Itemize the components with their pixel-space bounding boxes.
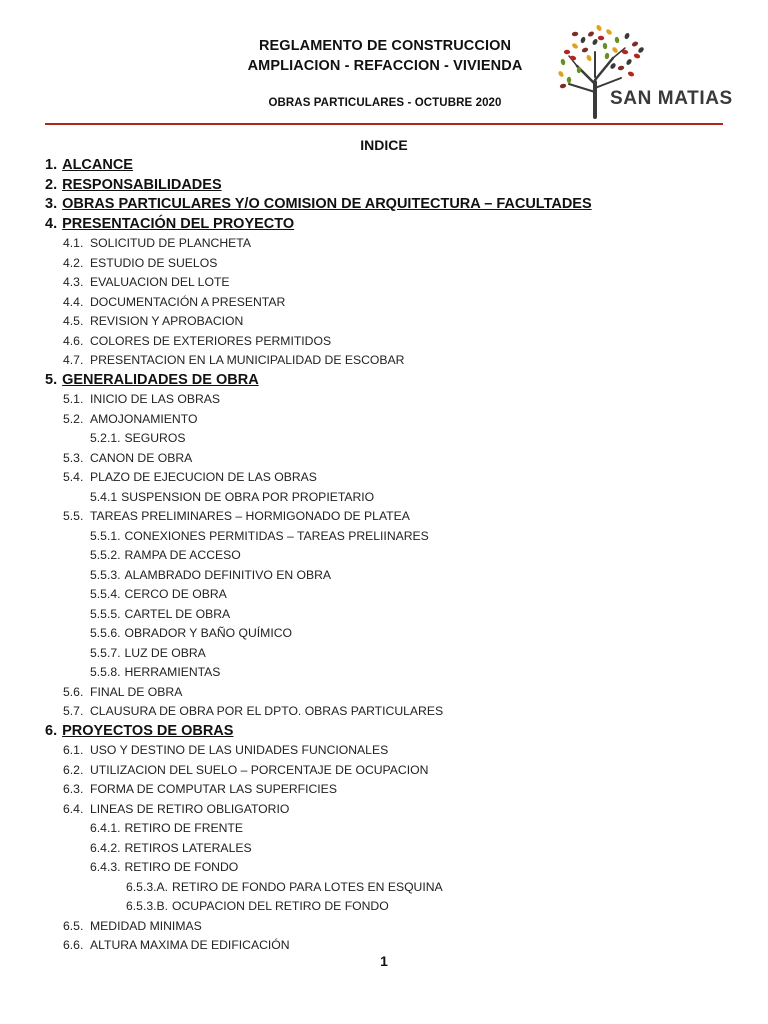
toc-item-number: 5.5.3. (90, 567, 121, 582)
logo-leaf (581, 47, 589, 53)
toc-item (0, 293, 768, 313)
toc-item (0, 234, 768, 254)
toc-item-label: ALCANCE (62, 157, 133, 173)
toc-item-label: ALTURA MAXIMA DE EDIFICACIÓN (90, 938, 290, 952)
toc-item-number: 5.2. (63, 411, 84, 426)
toc-item-number: 4.3. (63, 275, 84, 289)
toc-item (0, 254, 768, 274)
logo-leaf (637, 46, 645, 54)
toc-item-number: 3. (45, 196, 58, 212)
toc-item-number: 6.3. (63, 782, 84, 796)
toc-item (0, 527, 768, 547)
document-title-line2: AMPLIACION - REFACCION - VIVIENDA (247, 58, 523, 74)
logo-leaf (587, 30, 595, 37)
toc-item-label: PRESENTACIÓN DEL PROYECTO (62, 215, 295, 232)
toc-item-label: FORMA DE COMPUTAR LAS SUPERFICIES (90, 782, 337, 796)
toc-item-label: RETIROS LATERALES (124, 840, 252, 855)
toc-item-label: MEDIDAD MINIMAS (90, 918, 202, 933)
toc-item-label: FINAL DE OBRA (90, 684, 183, 699)
toc-item-number: 5.5.7. (90, 645, 121, 660)
toc-item-number: 4.5. (63, 314, 84, 328)
toc-item-label: SEGUROS (124, 431, 186, 445)
toc-item (0, 741, 768, 761)
toc-item-label: USO Y DESTINO DE LAS UNIDADES FUNCIONALES (90, 743, 389, 757)
toc-item (0, 878, 768, 898)
toc-item (0, 722, 768, 742)
toc-item-number: 6.5.3.B. (126, 899, 169, 913)
toc-item (0, 780, 768, 800)
toc-item (0, 449, 768, 469)
toc-item-label: CANON DE OBRA (90, 450, 193, 465)
toc-item-number: 6.5. (63, 918, 84, 933)
toc-item (0, 468, 768, 488)
toc-item (0, 312, 768, 332)
toc-item-label: SUSPENSION DE OBRA POR PROPIETARIO (121, 489, 375, 504)
logo-leaf (614, 36, 620, 43)
logo-leaf (627, 71, 635, 78)
toc-item-number: 4.2. (63, 255, 84, 270)
toc-item-label: ALAMBRADO DEFINITIVO EN OBRA (124, 567, 332, 582)
index-title: INDICE (360, 137, 408, 153)
logo-leaf (624, 32, 631, 40)
toc-item (0, 819, 768, 839)
logo-leaf (602, 43, 607, 50)
toc-item-number: 6.4.3. (90, 860, 121, 874)
toc-item (0, 663, 768, 683)
toc-item-number: 5.5.4. (90, 587, 121, 601)
toc-item-number: 6.4.2. (90, 840, 121, 855)
logo-leaf (586, 54, 593, 62)
logo-leaf (631, 41, 639, 48)
document-subtitle: OBRAS PARTICULARES - OCTUBRE 2020 (268, 97, 502, 109)
toc-item (0, 761, 768, 781)
toc-item (0, 839, 768, 859)
toc-item (0, 176, 768, 196)
logo-leaf (560, 58, 566, 65)
toc-item (0, 585, 768, 605)
toc-item-number: 4.1. (63, 236, 84, 250)
toc-item-number: 5.5.8. (90, 665, 121, 679)
toc-item-label: TAREAS PRELIMINARES – HORMIGONADO DE PLATEA (90, 509, 410, 523)
toc-item-number: 5.4.1 (90, 489, 118, 504)
logo-leaf (571, 42, 579, 49)
toc-item-label: COLORES DE EXTERIORES PERMITIDOS (90, 333, 332, 348)
toc-item-label: LINEAS DE RETIRO OBLIGATORIO (90, 801, 290, 816)
toc-item-number: 4.6. (63, 333, 84, 348)
toc-item-number: 5.5. (63, 509, 84, 523)
toc-item-number: 5.4. (63, 470, 84, 484)
logo-leaf (617, 65, 624, 71)
toc-item (0, 488, 768, 508)
toc-item-label: CERCO DE OBRA (124, 587, 227, 601)
toc-item-number: 6.6. (63, 938, 84, 952)
toc-item (0, 195, 768, 215)
toc-item-label: SOLICITUD DE PLANCHETA (90, 236, 251, 250)
toc-item (0, 156, 768, 176)
logo-text: SAN MATIAS (610, 88, 733, 109)
toc-item-label: PROYECTOS DE OBRAS (62, 722, 234, 739)
toc-item-number: 6.5.3.A. (126, 879, 169, 894)
toc-item (0, 410, 768, 430)
logo-leaf (611, 46, 619, 54)
toc-item-number: 5.5.1. (90, 528, 121, 543)
logo-leaf (609, 62, 617, 70)
toc-item-number: 5.1. (63, 392, 84, 406)
toc-item-label: CARTEL DE OBRA (124, 606, 231, 621)
toc-item-number: 4.4. (63, 294, 84, 309)
document-title-line1: REGLAMENTO DE CONSTRUCCION (258, 38, 512, 54)
toc-item-number: 4.7. (63, 353, 84, 367)
toc-item-label: CLAUSURA DE OBRA POR EL DPTO. OBRAS PARTICULARES (90, 704, 444, 718)
toc-item-label: INICIO DE LAS OBRAS (90, 392, 221, 406)
toc-item (0, 215, 768, 235)
toc-item-label: RETIRO DE FONDO (124, 860, 239, 874)
toc-item-number: 5.5.2. (90, 548, 121, 562)
toc-item-number: 5.5.5. (90, 606, 121, 621)
toc-item-number: 6. (45, 722, 58, 739)
toc-item-label: OBRADOR Y BAÑO QUÍMICO (124, 626, 292, 640)
toc-item-label: CONEXIONES PERMITIDAS – TAREAS PRELIINARES (124, 528, 429, 543)
toc-item (0, 605, 768, 625)
toc-item (0, 371, 768, 391)
toc-item-label: RETIRO DE FRENTE (124, 821, 243, 835)
table-of-contents (0, 156, 768, 956)
toc-item (0, 507, 768, 527)
logo-leaf (595, 24, 602, 32)
toc-item-number: 1. (45, 157, 58, 173)
toc-item-number: 6.2. (63, 762, 84, 777)
toc-item (0, 858, 768, 878)
toc-item (0, 683, 768, 703)
toc-item (0, 351, 768, 371)
toc-item-label: REVISION Y APROBACION (90, 314, 244, 328)
logo-leaf (572, 31, 579, 36)
toc-item-label: RAMPA DE ACCESO (124, 548, 241, 562)
toc-item-label: OCUPACION DEL RETIRO DE FONDO (172, 899, 389, 913)
toc-item-label: OBRAS PARTICULARES Y/O COMISION DE ARQUITECTURA – FACULTADES (62, 196, 592, 212)
toc-item (0, 897, 768, 917)
toc-item-number: 5.5.6. (90, 626, 121, 640)
logo-leaf (567, 77, 572, 83)
page-number: 1 (380, 953, 388, 969)
logo-leaf (569, 55, 576, 61)
toc-item (0, 390, 768, 410)
logo-leaf (605, 28, 613, 36)
toc-item-number: 6.4.1. (90, 821, 121, 835)
logo-leaf (591, 38, 598, 46)
toc-item-label: HERRAMIENTAS (124, 665, 221, 679)
toc-item (0, 644, 768, 664)
toc-item-label: LUZ DE OBRA (124, 645, 206, 660)
toc-item (0, 702, 768, 722)
toc-item-number: 5. (45, 371, 58, 388)
toc-item-label: EVALUACION DEL LOTE (90, 275, 230, 289)
logo-leaf (625, 58, 632, 66)
toc-item (0, 917, 768, 937)
logo-leaf (559, 83, 566, 89)
logo-leaf (580, 36, 586, 44)
toc-item-label: RETIRO DE FONDO PARA LOTES EN ESQUINA (172, 879, 443, 894)
toc-item-number: 4. (45, 215, 58, 232)
toc-item-number: 6.4. (63, 801, 84, 816)
toc-item (0, 566, 768, 586)
toc-item-number: 2. (45, 176, 58, 193)
toc-item-label: PLAZO DE EJECUCION DE LAS OBRAS (90, 470, 317, 484)
toc-item (0, 332, 768, 352)
toc-item-label: UTILIZACION DEL SUELO – PORCENTAJE DE OCUPACION (90, 762, 429, 777)
toc-item (0, 429, 768, 449)
toc-item-number: 5.7. (63, 704, 84, 718)
toc-item (0, 273, 768, 293)
logo-leaf (557, 70, 564, 78)
page-header (0, 0, 768, 130)
toc-item-number: 5.2.1. (90, 431, 121, 445)
header-divider (45, 123, 723, 125)
toc-item-label: GENERALIDADES DE OBRA (62, 371, 259, 388)
toc-item-number: 5.3. (63, 450, 84, 465)
toc-item-label: ESTUDIO DE SUELOS (90, 255, 218, 270)
logo-leaf (633, 53, 641, 59)
toc-item-label: DOCUMENTACIÓN A PRESENTAR (90, 294, 286, 309)
toc-item-label: AMOJONAMIENTO (90, 411, 198, 426)
toc-item-label: PRESENTACION EN LA MUNICIPALIDAD DE ESCOBAR (90, 353, 405, 367)
toc-item-number: 6.1. (63, 743, 84, 757)
toc-item (0, 624, 768, 644)
toc-item-number: 5.6. (63, 684, 84, 699)
logo-leaf (564, 50, 570, 54)
toc-item (0, 800, 768, 820)
logo-leaf (604, 52, 609, 59)
toc-item-label: RESPONSABILIDADES (62, 176, 222, 193)
logo-leaf (598, 36, 605, 41)
toc-item (0, 546, 768, 566)
